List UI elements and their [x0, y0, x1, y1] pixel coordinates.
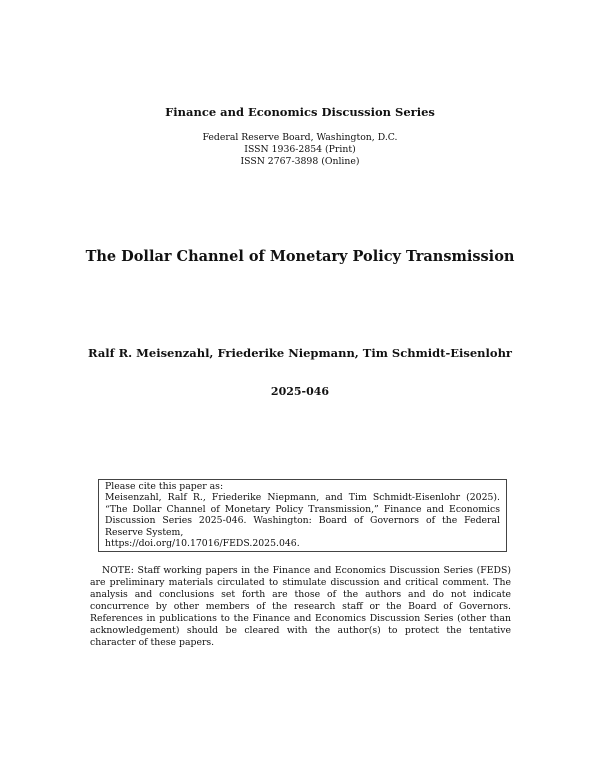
authors: Ralf R. Meisenzahl, Friederike Niepmann, Tim Schmidt-Eisenlohr: [88, 346, 512, 360]
paper-number: 2025-046: [270, 385, 330, 398]
citation-heading: Please cite this paper as:: [105, 481, 224, 492]
paper-title: The Dollar Channel of Monetary Policy Transmission: [85, 248, 515, 265]
citation-box: [98, 479, 507, 552]
publisher-info: [0, 132, 600, 168]
disclaimer-note: NOTE: Staff working papers in the Finance and Economics Discussion Series (FEDS) are preliminary materials circulated to stimulate discussion and critical comment. The analysis and conclusions set forth are those of the authors and do not indicate concurrence by other members of the research staff or the Board of Governors. References in publications to the Finance and Economics Discussion Series (other than acknowledgement) should be cleared with the author(s) to protect the tentative character of these papers.: [90, 565, 511, 648]
issn-online: ISSN 2767-3898 (Online): [240, 156, 360, 167]
citation-doi-link[interactable]: https://doi.org/10.17016/FEDS.2025.046.: [105, 538, 300, 550]
publisher-location: Federal Reserve Board, Washington, D.C.: [202, 132, 398, 143]
series-name: Finance and Economics Discussion Series: [165, 105, 435, 119]
issn-print: ISSN 1936-2854 (Print): [244, 144, 356, 155]
citation-text: Meisenzahl, Ralf R., Friederike Niepmann, and Tim Schmidt-Eisenlohr (2025). “The Dollar Channel of Monetary Policy Transmission,” Finance and Economics Discussion Series 2025-046. Washington: Board of Governors of the Federal Reserve System,: [105, 492, 500, 538]
